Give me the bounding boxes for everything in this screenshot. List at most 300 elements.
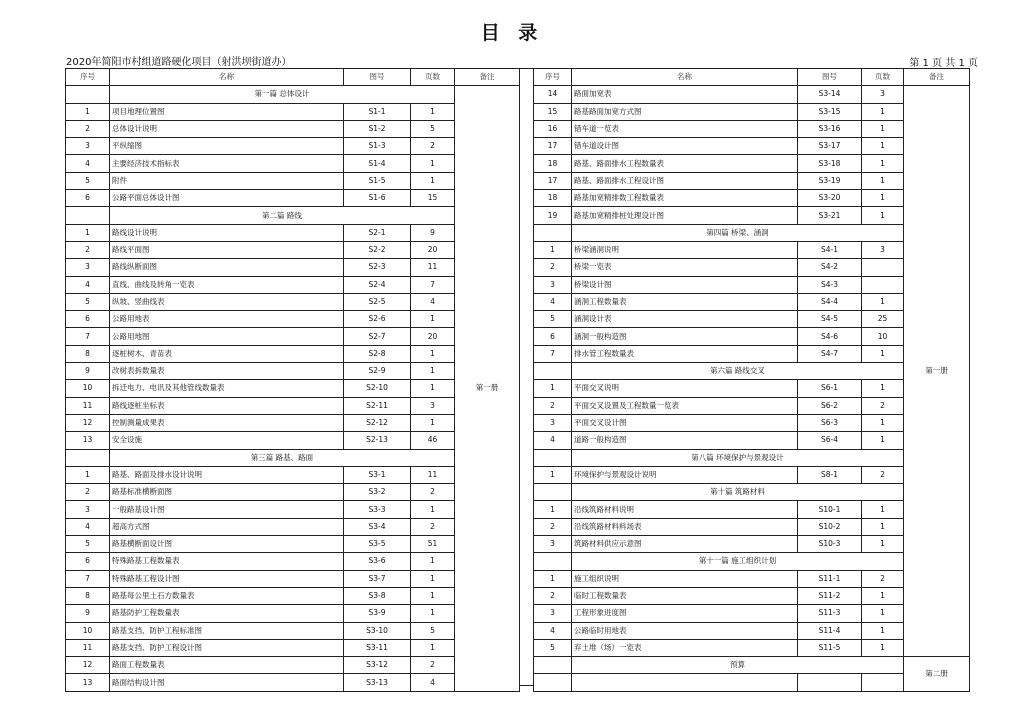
row-no: 2 xyxy=(534,518,572,535)
row-code: S3-13 xyxy=(344,674,411,691)
row-pages: 1 xyxy=(862,345,904,362)
table-row xyxy=(66,155,520,172)
header-pages: 页数 xyxy=(862,69,904,86)
table-row xyxy=(66,241,520,258)
row-name: 公路用地图 xyxy=(110,328,344,345)
section-row xyxy=(66,207,520,224)
row-pages: 2 xyxy=(411,518,455,535)
table-row xyxy=(66,293,520,310)
row-code: S10-2 xyxy=(798,518,862,535)
row-pages: 10 xyxy=(862,328,904,345)
row-name: 沿线筑路材料料场表 xyxy=(572,518,798,535)
row-no xyxy=(534,657,572,674)
table-row xyxy=(66,138,520,155)
table-row xyxy=(66,605,520,622)
row-no: 17 xyxy=(534,172,572,189)
row-no: 10 xyxy=(66,622,110,639)
table-row xyxy=(66,380,520,397)
row-name: 路面工程数量表 xyxy=(110,657,344,674)
table-row xyxy=(66,639,520,656)
header-note: 备注 xyxy=(904,69,970,86)
row-name: 控制测量成果表 xyxy=(110,414,344,431)
row-code: S3-8 xyxy=(344,587,411,604)
row-pages: 1 xyxy=(411,172,455,189)
table-row xyxy=(66,587,520,604)
row-name: 路基支挡、防护工程标准图 xyxy=(110,622,344,639)
row-name: 逐桩树木、青苗表 xyxy=(110,345,344,362)
note-cell: 第一册 xyxy=(455,86,520,691)
row-name: 沿线筑路材料说明 xyxy=(572,501,798,518)
row-code: S3-10 xyxy=(344,622,411,639)
project-name: 2020年简阳市村组道路硬化项目（射洪坝街道办） xyxy=(66,57,292,68)
row-no: 2 xyxy=(534,397,572,414)
row-code: S11-2 xyxy=(798,587,862,604)
table-row xyxy=(66,466,520,483)
table-row xyxy=(66,397,520,414)
row-pages: 4 xyxy=(411,293,455,310)
row-no: 17 xyxy=(534,138,572,155)
row-name: 涵洞一般构造图 xyxy=(572,328,798,345)
row-no: 7 xyxy=(66,328,110,345)
row-name: 特殊路基工程设计图 xyxy=(110,570,344,587)
row-name: 路基加宽精排桩处理设计图 xyxy=(572,207,798,224)
row-name: 路基标准横断面图 xyxy=(110,484,344,501)
row-code: S11-1 xyxy=(798,570,862,587)
row-no: 5 xyxy=(534,311,572,328)
header-no: 序号 xyxy=(66,69,110,86)
row-name: 路线平面图 xyxy=(110,241,344,258)
row-no: 11 xyxy=(66,639,110,656)
row-code: S3-5 xyxy=(344,536,411,553)
row-code: S3-20 xyxy=(798,190,862,207)
row-pages: 46 xyxy=(411,432,455,449)
header-note: 备注 xyxy=(455,69,520,86)
row-name: 超高方式图 xyxy=(110,518,344,535)
row-no: 6 xyxy=(534,328,572,345)
row-no: 3 xyxy=(534,536,572,553)
table-row xyxy=(66,120,520,137)
table-row xyxy=(66,484,520,501)
table-row xyxy=(66,311,520,328)
header-code: 图号 xyxy=(798,69,862,86)
row-pages: 1 xyxy=(862,587,904,604)
row-name xyxy=(572,674,798,691)
row-name: 特殊路基工程数量表 xyxy=(110,553,344,570)
row-pages xyxy=(862,259,904,276)
row-code: S2-10 xyxy=(344,380,411,397)
row-pages: 1 xyxy=(411,414,455,431)
header-name: 名称 xyxy=(110,69,344,86)
row-no: 18 xyxy=(534,190,572,207)
section-row xyxy=(66,86,520,103)
row-code: S3-1 xyxy=(344,466,411,483)
row-pages xyxy=(862,674,904,691)
row-name: 环境保护与景观设计说明 xyxy=(572,466,798,483)
table-row xyxy=(534,657,970,674)
row-pages: 1 xyxy=(411,363,455,380)
row-code: S1-5 xyxy=(344,172,411,189)
row-pages: 1 xyxy=(411,639,455,656)
row-pages: 2 xyxy=(411,484,455,501)
table-row xyxy=(66,363,520,380)
row-no: 18 xyxy=(534,155,572,172)
row-no: 1 xyxy=(534,570,572,587)
row-no: 1 xyxy=(66,224,110,241)
row-code: S4-2 xyxy=(798,259,862,276)
section-title: 第三篇 路基、路面 xyxy=(110,449,455,466)
row-no: 7 xyxy=(66,570,110,587)
row-code: S4-5 xyxy=(798,311,862,328)
row-no: 6 xyxy=(66,553,110,570)
row-name: 公路临时用地表 xyxy=(572,622,798,639)
row-code: S3-18 xyxy=(798,155,862,172)
row-code: S6-2 xyxy=(798,397,862,414)
row-name: 路基支挡、防护工程设计图 xyxy=(110,639,344,656)
row-pages: 11 xyxy=(411,466,455,483)
table-row xyxy=(66,190,520,207)
row-pages: 1 xyxy=(411,587,455,604)
row-code: S3-6 xyxy=(344,553,411,570)
row-code: S2-2 xyxy=(344,241,411,258)
row-no: 1 xyxy=(534,466,572,483)
row-code: S10-3 xyxy=(798,536,862,553)
row-pages: 1 xyxy=(862,414,904,431)
row-name: 平面交叉设计图 xyxy=(572,414,798,431)
row-name: 平面交叉设置及工程数量一览表 xyxy=(572,397,798,414)
row-no: 13 xyxy=(66,432,110,449)
row-name: 桥梁一览表 xyxy=(572,259,798,276)
row-name: 路基加宽精排数工程数量表 xyxy=(572,190,798,207)
table-row xyxy=(66,328,520,345)
row-name: 路面结构设计图 xyxy=(110,674,344,691)
section-title: 第六篇 路线交叉 xyxy=(572,363,904,380)
row-no: 15 xyxy=(534,103,572,120)
row-pages: 5 xyxy=(411,622,455,639)
row-no: 3 xyxy=(534,605,572,622)
row-pages: 1 xyxy=(862,120,904,137)
row-pages: 51 xyxy=(411,536,455,553)
row-no: 2 xyxy=(66,484,110,501)
row-code: S2-3 xyxy=(344,259,411,276)
row-no: 10 xyxy=(66,380,110,397)
row-no: 1 xyxy=(534,241,572,258)
row-name: 路基、路面及排水设计说明 xyxy=(110,466,344,483)
section-title: 第十一篇 施工组织计划 xyxy=(572,553,904,570)
row-name: 附件 xyxy=(110,172,344,189)
row-pages: 1 xyxy=(862,622,904,639)
row-no: 5 xyxy=(66,536,110,553)
row-code: S3-14 xyxy=(798,86,862,103)
row-code: S1-1 xyxy=(344,103,411,120)
row-name: 平纵缩图 xyxy=(110,138,344,155)
section-title: 第二篇 路线 xyxy=(110,207,455,224)
row-name: 平面交叉说明 xyxy=(572,380,798,397)
row-pages: 1 xyxy=(411,570,455,587)
row-name: 桥梁设计图 xyxy=(572,276,798,293)
section-title: 预算 xyxy=(572,657,904,674)
row-name: 错车道一览表 xyxy=(572,120,798,137)
row-code: S6-1 xyxy=(798,380,862,397)
table-row xyxy=(66,657,520,674)
row-name: 路线设计说明 xyxy=(110,224,344,241)
row-name: 拆迁电力、电讯及其他管线数量表 xyxy=(110,380,344,397)
row-code: S3-9 xyxy=(344,605,411,622)
row-code: S4-6 xyxy=(798,328,862,345)
row-pages: 3 xyxy=(862,86,904,103)
row-pages: 1 xyxy=(862,501,904,518)
row-code: S1-4 xyxy=(344,155,411,172)
row-code: S3-12 xyxy=(344,657,411,674)
row-name: 路基、路面排水工程数量表 xyxy=(572,155,798,172)
row-code: S4-4 xyxy=(798,293,862,310)
row-name: 路基路面加宽方式图 xyxy=(572,103,798,120)
row-name: 路基、路面排水工程设计图 xyxy=(572,172,798,189)
row-name: 筑路材料供应示意图 xyxy=(572,536,798,553)
row-name: 路基每公里土石方数量表 xyxy=(110,587,344,604)
row-pages: 1 xyxy=(862,518,904,535)
row-code: S10-1 xyxy=(798,501,862,518)
row-name: 路基防护工程数量表 xyxy=(110,605,344,622)
row-pages: 1 xyxy=(862,380,904,397)
row-name: 路线纵断面图 xyxy=(110,259,344,276)
row-name: 改树表拆数量表 xyxy=(110,363,344,380)
row-code: S2-7 xyxy=(344,328,411,345)
table-row xyxy=(66,501,520,518)
row-no: 6 xyxy=(66,311,110,328)
row-no xyxy=(534,224,572,241)
row-code: S2-8 xyxy=(344,345,411,362)
row-no: 3 xyxy=(534,276,572,293)
row-no: 4 xyxy=(534,293,572,310)
row-pages xyxy=(862,276,904,293)
row-no: 3 xyxy=(66,259,110,276)
row-no: 3 xyxy=(534,414,572,431)
row-no: 5 xyxy=(66,172,110,189)
row-no xyxy=(534,449,572,466)
row-pages: 20 xyxy=(411,328,455,345)
row-no: 16 xyxy=(534,120,572,137)
row-no: 12 xyxy=(66,657,110,674)
row-pages: 25 xyxy=(862,311,904,328)
row-code: S3-11 xyxy=(344,639,411,656)
table-row xyxy=(66,518,520,535)
row-no: 8 xyxy=(66,587,110,604)
row-name: 公路平面总体设计图 xyxy=(110,190,344,207)
row-name: 公路用地表 xyxy=(110,311,344,328)
row-code: S2-11 xyxy=(344,397,411,414)
row-pages: 1 xyxy=(862,172,904,189)
row-code: S2-13 xyxy=(344,432,411,449)
row-code: S8-1 xyxy=(798,466,862,483)
page-title: 目 录 xyxy=(480,22,544,44)
row-no: 1 xyxy=(66,103,110,120)
row-name: 工程形象进度图 xyxy=(572,605,798,622)
row-no: 4 xyxy=(66,276,110,293)
row-name: 纵坡、竖曲线表 xyxy=(110,293,344,310)
row-code: S3-15 xyxy=(798,103,862,120)
row-pages: 3 xyxy=(411,397,455,414)
row-pages: 1 xyxy=(862,190,904,207)
row-code: S4-3 xyxy=(798,276,862,293)
table-row xyxy=(66,553,520,570)
table-row xyxy=(66,276,520,293)
row-pages: 1 xyxy=(862,605,904,622)
row-name: 总体设计说明 xyxy=(110,120,344,137)
row-code: S3-4 xyxy=(344,518,411,535)
row-code: S2-12 xyxy=(344,414,411,431)
row-pages: 4 xyxy=(411,674,455,691)
table-row xyxy=(66,345,520,362)
row-no: 3 xyxy=(66,138,110,155)
row-name: 桥梁涵洞说明 xyxy=(572,241,798,258)
row-code: S4-1 xyxy=(798,241,862,258)
row-pages: 20 xyxy=(411,241,455,258)
row-pages: 11 xyxy=(411,259,455,276)
row-code: S2-9 xyxy=(344,363,411,380)
table-row xyxy=(66,103,520,120)
row-name: 路线逐桩坐标表 xyxy=(110,397,344,414)
row-pages: 2 xyxy=(411,138,455,155)
row-pages: 1 xyxy=(411,103,455,120)
directory-table-left xyxy=(65,68,520,692)
table-row xyxy=(66,172,520,189)
section-title: 第十篇 筑路材料 xyxy=(572,484,904,501)
row-pages: 1 xyxy=(862,207,904,224)
row-no: 9 xyxy=(66,363,110,380)
header-row xyxy=(66,69,520,86)
table-row xyxy=(534,86,970,103)
row-code: S11-5 xyxy=(798,639,862,656)
row-no: 8 xyxy=(66,345,110,362)
row-code: S1-6 xyxy=(344,190,411,207)
row-pages: 1 xyxy=(862,536,904,553)
row-name: 弃土堆（场）一览表 xyxy=(572,639,798,656)
page-info: 第 1 页 共 1 页 xyxy=(909,58,978,69)
row-code: S11-4 xyxy=(798,622,862,639)
header-name: 名称 xyxy=(572,69,798,86)
row-name: 错车道设计图 xyxy=(572,138,798,155)
row-pages: 9 xyxy=(411,224,455,241)
row-no: 13 xyxy=(66,674,110,691)
row-no: 2 xyxy=(534,587,572,604)
row-pages: 2 xyxy=(862,570,904,587)
row-no: 19 xyxy=(534,207,572,224)
row-no: 11 xyxy=(66,397,110,414)
row-pages: 1 xyxy=(411,155,455,172)
table-row xyxy=(66,536,520,553)
row-no: 1 xyxy=(534,380,572,397)
row-pages: 1 xyxy=(411,553,455,570)
row-no: 4 xyxy=(534,622,572,639)
row-no xyxy=(66,207,110,224)
row-code: S2-1 xyxy=(344,224,411,241)
row-pages: 2 xyxy=(862,466,904,483)
row-name: 直线、曲线及转角一览表 xyxy=(110,276,344,293)
row-no: 4 xyxy=(66,155,110,172)
row-code: S3-21 xyxy=(798,207,862,224)
row-code: S3-2 xyxy=(344,484,411,501)
table-row xyxy=(66,259,520,276)
row-name: 施工组织说明 xyxy=(572,570,798,587)
row-name: 道路一般构造图 xyxy=(572,432,798,449)
row-no: 3 xyxy=(66,501,110,518)
row-no: 4 xyxy=(66,518,110,535)
row-no: 9 xyxy=(66,605,110,622)
note-cell: 第二册 xyxy=(904,657,970,692)
row-code: S2-6 xyxy=(344,311,411,328)
row-pages: 2 xyxy=(862,397,904,414)
row-name: 路面加宽表 xyxy=(572,86,798,103)
row-code: S3-17 xyxy=(798,138,862,155)
row-pages: 1 xyxy=(862,155,904,172)
row-code xyxy=(798,674,862,691)
row-no: 4 xyxy=(534,432,572,449)
header-row xyxy=(534,69,970,86)
row-no: 2 xyxy=(534,259,572,276)
directory-table-right xyxy=(533,68,970,692)
row-code: S1-2 xyxy=(344,120,411,137)
row-name: 一般路基设计图 xyxy=(110,501,344,518)
header-no: 序号 xyxy=(534,69,572,86)
row-code: S3-19 xyxy=(798,172,862,189)
row-no: 2 xyxy=(66,241,110,258)
row-code: S11-3 xyxy=(798,605,862,622)
row-code: S1-3 xyxy=(344,138,411,155)
row-code: S3-7 xyxy=(344,570,411,587)
row-code: S6-3 xyxy=(798,414,862,431)
row-name: 安全设施 xyxy=(110,432,344,449)
row-no: 7 xyxy=(534,345,572,362)
table-row xyxy=(66,224,520,241)
row-no xyxy=(66,86,110,103)
row-name: 临时工程数量表 xyxy=(572,587,798,604)
row-name: 涵洞设计表 xyxy=(572,311,798,328)
row-no: 6 xyxy=(66,190,110,207)
section-title: 第一篇 总体设计 xyxy=(110,86,455,103)
row-no: 12 xyxy=(66,414,110,431)
header-code: 图号 xyxy=(344,69,411,86)
table-row xyxy=(66,432,520,449)
row-name: 项目地理位置图 xyxy=(110,103,344,120)
row-code: S6-4 xyxy=(798,432,862,449)
section-title: 第八篇 环境保护与景观设计 xyxy=(572,449,904,466)
row-pages: 1 xyxy=(411,311,455,328)
row-pages: 1 xyxy=(862,639,904,656)
row-no: 5 xyxy=(66,293,110,310)
row-code: S4-7 xyxy=(798,345,862,362)
table-row xyxy=(66,674,520,691)
row-no: 1 xyxy=(534,501,572,518)
header-pages: 页数 xyxy=(411,69,455,86)
row-pages: 1 xyxy=(411,345,455,362)
row-no: 5 xyxy=(534,639,572,656)
note-cell: 第一册 xyxy=(904,86,970,657)
row-pages: 1 xyxy=(411,380,455,397)
table-row xyxy=(66,570,520,587)
row-name: 排水管工程数量表 xyxy=(572,345,798,362)
row-code: S2-5 xyxy=(344,293,411,310)
row-no xyxy=(534,553,572,570)
table-row xyxy=(66,622,520,639)
row-pages: 1 xyxy=(862,293,904,310)
row-pages: 2 xyxy=(411,657,455,674)
row-name: 路基横断面设计图 xyxy=(110,536,344,553)
row-no xyxy=(534,484,572,501)
row-no xyxy=(66,449,110,466)
row-no: 2 xyxy=(66,120,110,137)
row-pages: 3 xyxy=(862,241,904,258)
row-no xyxy=(534,363,572,380)
